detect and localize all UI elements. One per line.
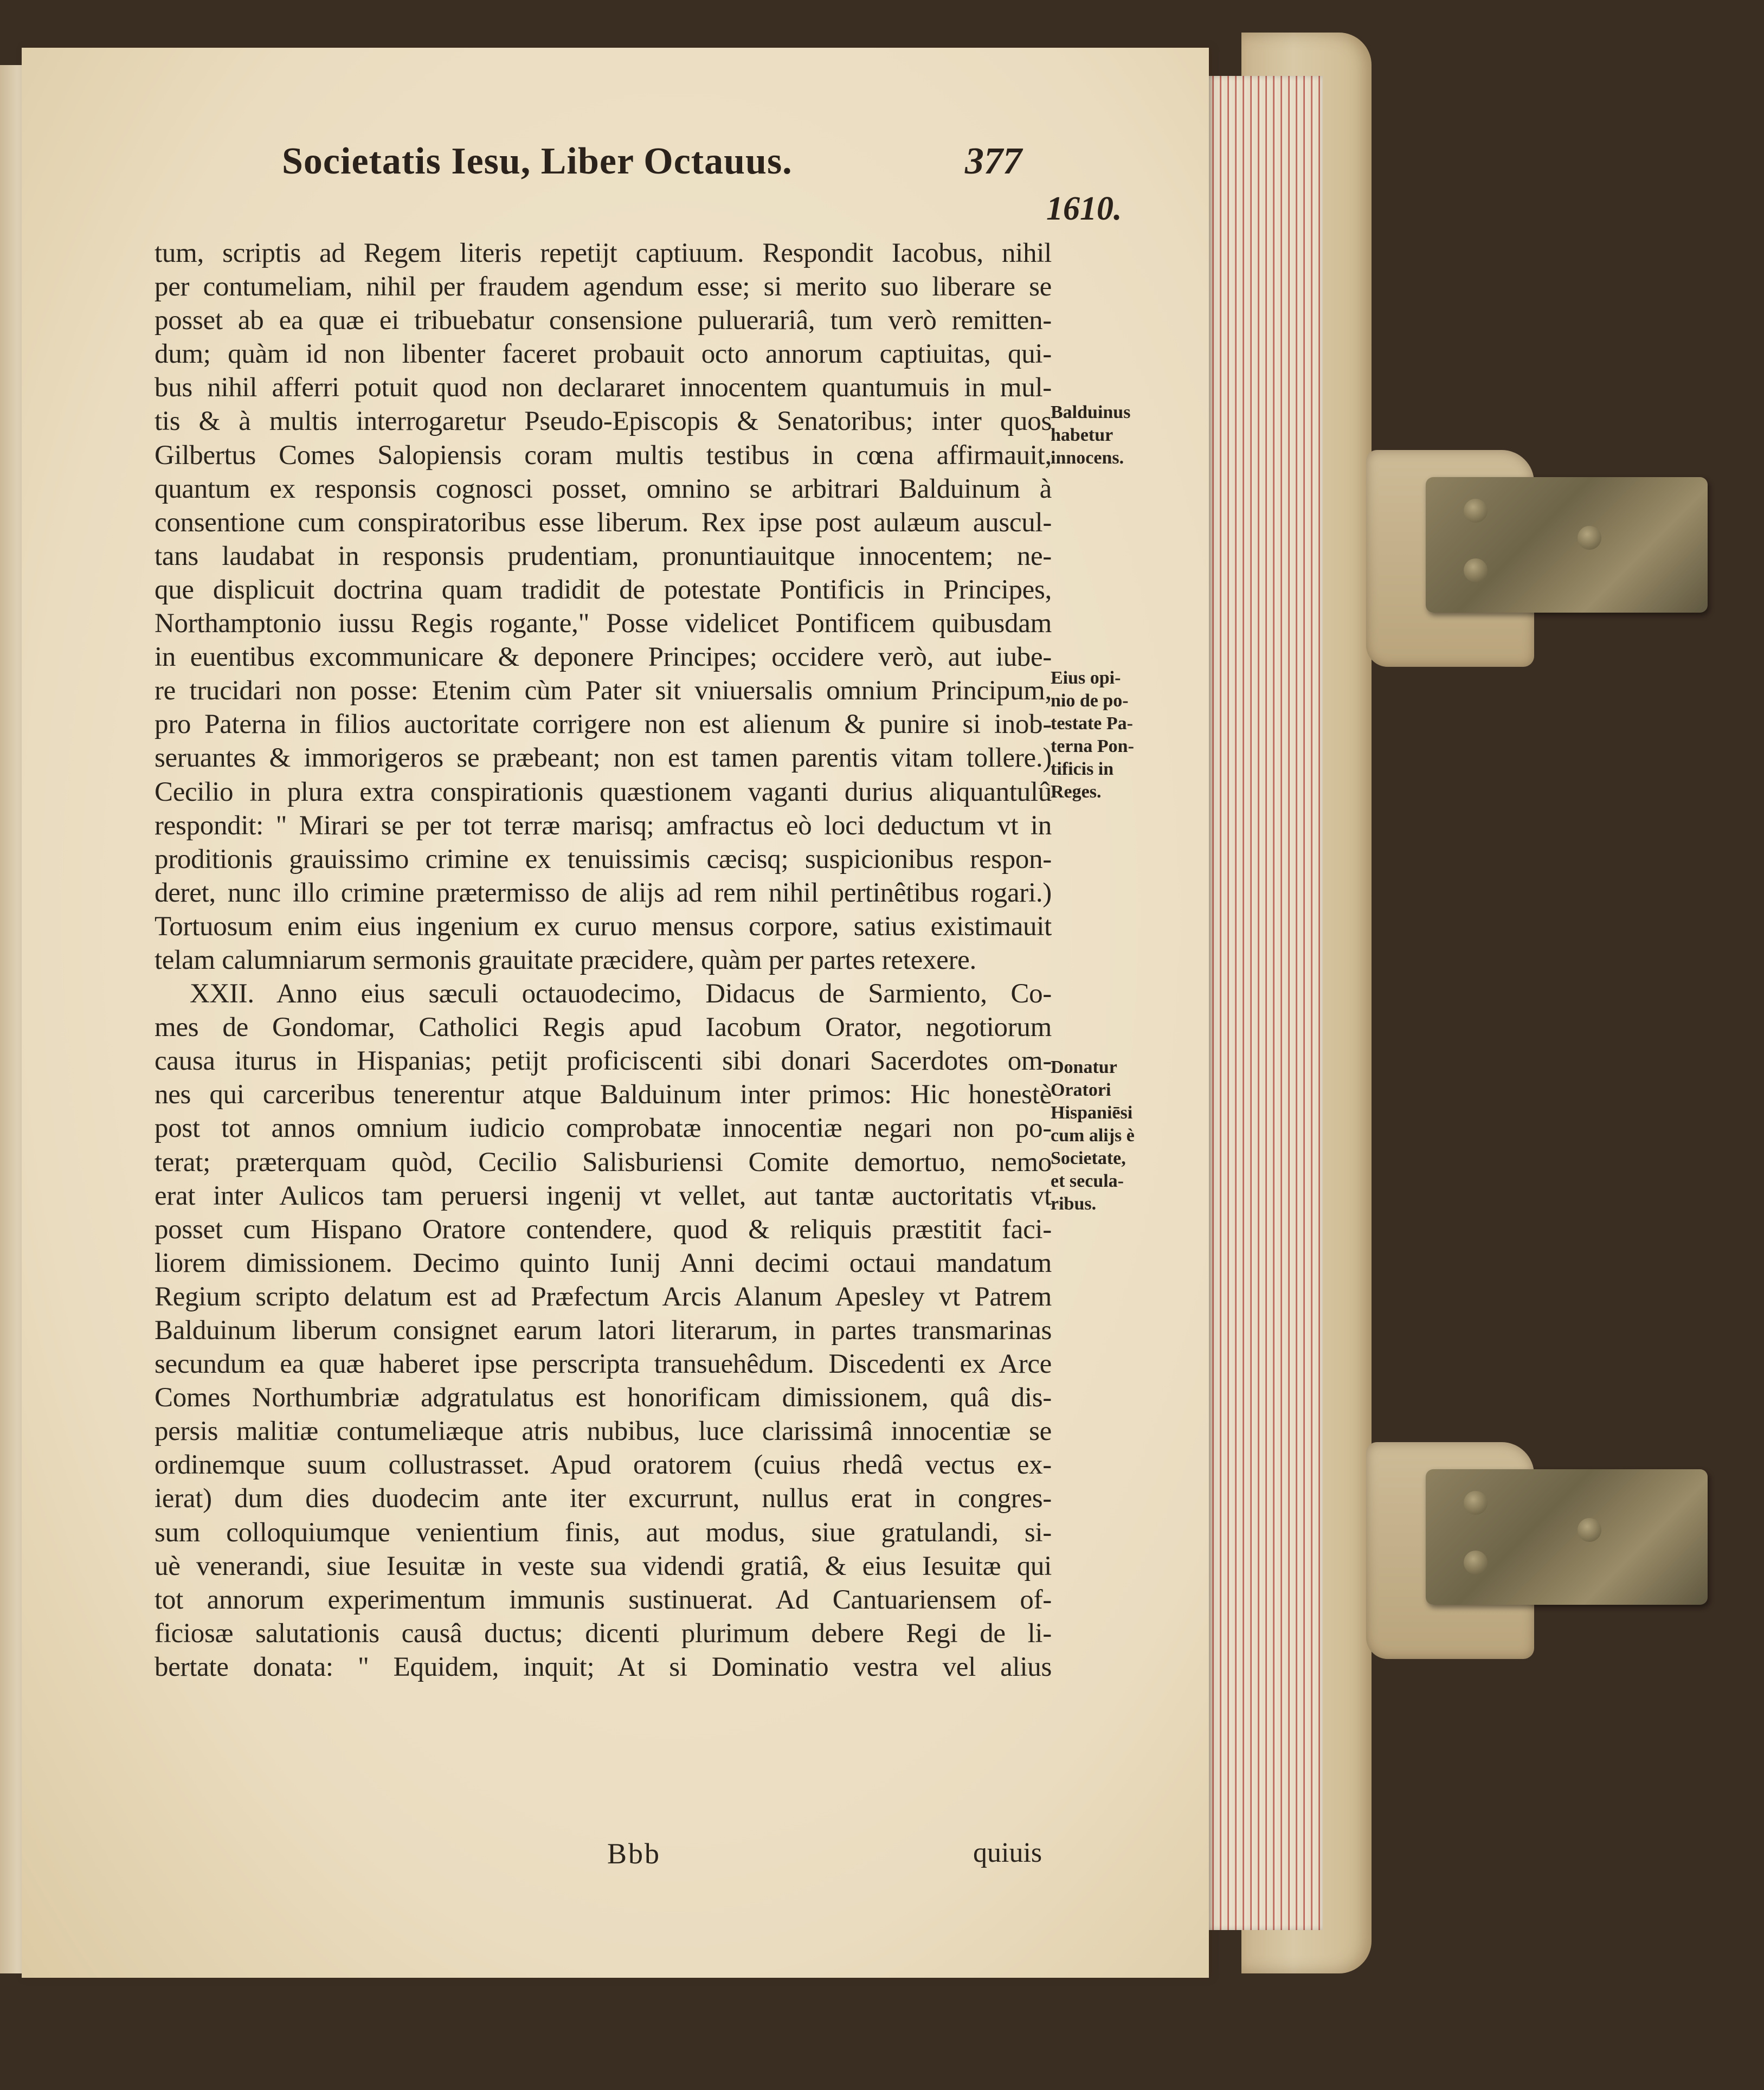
text-line: in euentibus excommunicare & deponere Principes; occidere verò, aut iube-	[154, 642, 1052, 673]
text-line: Regium scripto delatum est ad Præfectum Arcis Alanum Apesley vt Patrem	[154, 1281, 1052, 1312]
text-line: causa iturus in Hispanias; petijt proficiscenti sibi donari Sacerdotes om-	[154, 1046, 1052, 1077]
text-line: tans laudabat in responsis prudentiam, pronuntiauitque innocentem; ne-	[154, 541, 1052, 571]
running-title: Societatis Iesu, Liber Octauus.	[282, 140, 793, 182]
text-line: ficiosæ salutationis causâ ductus; dicenti plurimum debere Regi de li-	[154, 1618, 1052, 1649]
text-line: consentione cum conspiratoribus esse liberum. Rex ipse post aulæum auscul-	[154, 507, 1052, 538]
text-line: deret, nunc illo crimine prætermisso de alijs ad rem nihil pertinêtibus rogari.)	[154, 877, 1052, 908]
text-line: Comes Northumbriæ adgratulatus est honorificam dimissionem, quâ dis-	[154, 1382, 1052, 1413]
marginal-line: Oratori	[1051, 1080, 1111, 1100]
text-line: posset cum Hispano Oratore contendere, quod & reliquis præstitit faci-	[154, 1214, 1052, 1245]
marginal-line: innocens.	[1051, 448, 1124, 468]
text-line: dum; quàm id non libenter faceret probauit octo annorum captiuitas, qui-	[154, 339, 1052, 370]
text-line: ordinemque suum collustrasset. Apud oratorem (cuius rhedâ vectus ex-	[154, 1450, 1052, 1481]
text-line: telam calumniarum sermonis grauitate præcidere, quàm per partes retexere.	[154, 944, 976, 975]
marginal-line: Eius opi-	[1051, 668, 1121, 688]
rivet-icon	[1464, 558, 1488, 582]
marginal-line: testate Pa-	[1051, 713, 1133, 734]
text-line: mes de Gondomar, Catholici Regis apud Iacobum Orator, negotiorum	[154, 1012, 1052, 1043]
text-line: bertate donata: " Equidem, inquit; At si Dominatio vestra vel alius	[154, 1651, 1052, 1682]
text-line: nes qui carceribus tenerentur atque Balduinum inter primos: Hic honestè	[154, 1079, 1052, 1110]
marginal-line: Donatur	[1051, 1057, 1117, 1077]
rivet-icon	[1464, 1551, 1488, 1574]
text-line: post tot annos omnium iudicio comprobatæ innocentiæ negari non po-	[154, 1113, 1052, 1144]
rivet-icon	[1464, 499, 1488, 523]
text-line: proditionis grauissimo crimine ex tenuissimis cæcisq; suspicionibus respon-	[154, 844, 1052, 874]
rivet-icon	[1464, 1491, 1488, 1515]
text-line: uè venerandi, siue Iesuitæ in veste sua videndi gratiâ, & eius Iesuitæ qui	[154, 1551, 1052, 1581]
marginal-line: Hispaniēsi	[1051, 1103, 1133, 1123]
page-fore-edge	[1209, 76, 1323, 1930]
marginal-note-donation	[1051, 1056, 1175, 1216]
text-line: bus nihil afferri potuit quod non declararet innocentem quantumuis in mul-	[154, 372, 1052, 403]
section-start-line: XXII. Anno eius sæculi octauodecimo, Didacus de Sarmiento, Co-	[190, 979, 1052, 1009]
text-line: pro Paterna in filios auctoritate corrigere non est alienum & punire si inob-	[154, 709, 1052, 740]
page-header	[282, 140, 1155, 227]
text-line: que displicuit doctrina quam tradidit de potestate Pontificis in Principes,	[154, 574, 1052, 605]
lower-clasp	[1366, 1437, 1713, 1664]
text-line: tum, scriptis ad Regem literis repetijt captiuum. Respondit Iacobus, nihil	[154, 238, 1052, 268]
body-text	[154, 236, 1052, 1684]
text-line: sum colloquiumque venientium finis, aut modus, siue gratulandi, si-	[154, 1517, 1052, 1548]
marginal-line: cum alijs è	[1051, 1126, 1135, 1146]
text-line: quantum ex responsis cognosci posset, omnino se arbitrari Balduinum à	[154, 473, 1052, 504]
text-line: liorem dimissionem. Decimo quinto Iunij Anni decimi octaui mandatum	[154, 1247, 1052, 1278]
marginal-line: Societate,	[1051, 1148, 1126, 1168]
text-line: ierat) dum dies duodecim ante iter excurrunt, nullus erat in congres-	[154, 1483, 1052, 1514]
text-line: posset ab ea quæ ei tribuebatur consensione puluerariâ, tum verò remitten-	[154, 305, 1052, 336]
marginal-line: tificis in	[1051, 759, 1114, 779]
catchword: quiuis	[973, 1837, 1042, 1868]
marginal-line: nio de po-	[1051, 691, 1129, 711]
marginal-line: Balduinus	[1051, 402, 1131, 422]
marginal-note-opinion	[1051, 667, 1175, 803]
text-line: secundum ea quæ haberet ipse perscripta transuehêdum. Discedenti ex Arce	[154, 1349, 1052, 1380]
marginal-note-innocence	[1051, 401, 1175, 470]
page-number: 377	[965, 140, 1022, 182]
text-line: Northamptonio iussu Regis rogante," Posse videlicet Pontificem quibusdam	[154, 608, 1052, 639]
marginal-line: ribus.	[1051, 1194, 1097, 1214]
text-line: Cecilio in plura extra conspirationis quæstionem vaganti durius aliquantulû	[154, 776, 1052, 807]
text-line: seruantes & immorigeros se præbeant; non est tamen parentis vitam tollere.)	[154, 743, 1052, 774]
text-line: persis malitiæ contumeliæque atris nubibus, luce clarissimâ innocentiæ se	[154, 1416, 1052, 1447]
signature-mark: Bbb	[607, 1837, 661, 1870]
text-line: respondit: " Mirari se per tot terræ marisq; amfractus eò loci deductum vt in	[154, 810, 1052, 841]
book-page	[22, 48, 1209, 1978]
text-line: Balduinum liberum consignet earum latori literarum, in partes transmarinas	[154, 1315, 1052, 1346]
marginal-line: Reges.	[1051, 782, 1102, 802]
text-line: Tortuosum enim eius ingenium ex curuo mensus corpore, satius existimauit	[154, 911, 1052, 942]
text-line: re trucidari non posse: Etenim cùm Pater sit vniuersalis omnium Principum,	[154, 676, 1052, 706]
clasp-plate	[1426, 477, 1708, 613]
text-line: per contumeliam, nihil per fraudem agendum esse; si merito suo liberare se	[154, 272, 1052, 303]
clasp-plate	[1426, 1469, 1708, 1605]
text-line: erat inter Aulicos tam peruersi ingenij vt vellet, aut tantæ auctoritatis vt	[154, 1180, 1052, 1211]
left-page-edge	[0, 65, 24, 1973]
text-line: tot annorum experimentum immunis sustinuerat. Ad Cantuariensem of-	[154, 1584, 1052, 1615]
marginal-line: habetur	[1051, 425, 1113, 445]
rivet-icon	[1578, 1518, 1601, 1542]
text-line: tis & à multis interrogaretur Pseudo-Episcopis & Senatoribus; inter quos	[154, 406, 1052, 437]
marginal-line: et secula-	[1051, 1171, 1124, 1191]
text-line: Gilbertus Comes Salopiensis coram multis testibus in cœna affirmauit,	[154, 440, 1052, 471]
marginal-line: terna Pon-	[1051, 736, 1134, 756]
year-marginal: 1610.	[1046, 190, 1122, 227]
upper-clasp	[1366, 445, 1713, 672]
rivet-icon	[1578, 526, 1601, 550]
text-line: terat; præterquam quòd, Cecilio Salisburiensi Comite demortuo, nemo	[154, 1147, 1052, 1178]
